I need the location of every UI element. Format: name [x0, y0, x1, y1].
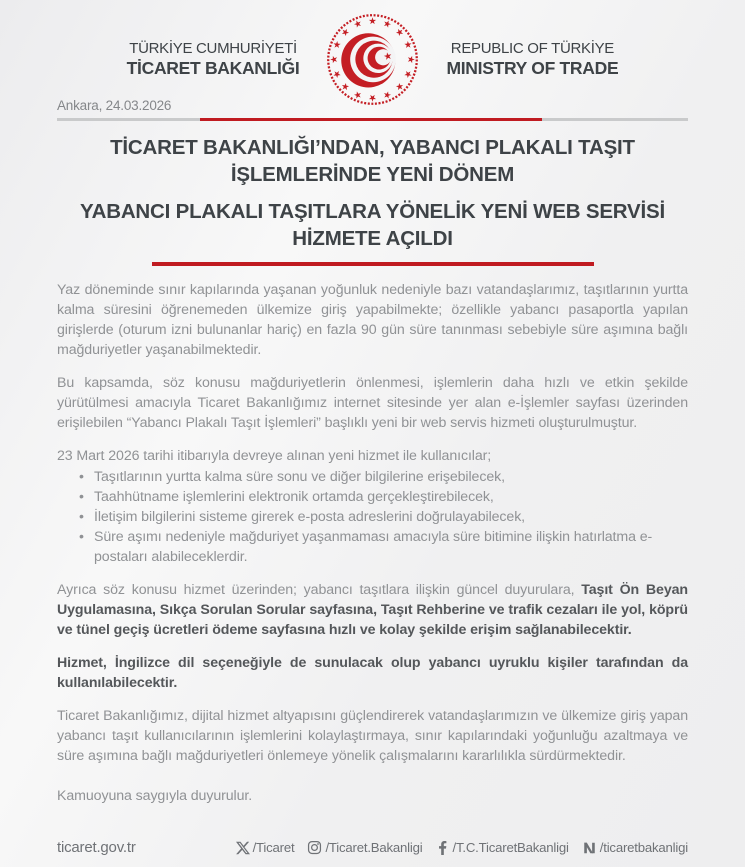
- ministry-of-trade-emblem-icon: [325, 12, 420, 107]
- bullet-item: • İletişim bilgilerini sisteme girerek e-posta adreslerini doğrulayabilecek,: [79, 507, 688, 527]
- instagram-icon: [307, 840, 322, 855]
- x-icon: [236, 841, 250, 855]
- press-release-body: [57, 280, 688, 806]
- social-link-facebook[interactable]: [436, 840, 569, 855]
- bullet-item: • Süre aşımı nedeniyle mağduriyet yaşanmaması amacıyla süre bitimine ilişkin hatırlatma e-postaları alabileceklerdir.: [79, 527, 688, 567]
- header-left-line1: TÜRKİYE CUMHURİYETİ: [129, 40, 297, 57]
- website-link[interactable]: ticaret.gov.tr: [57, 839, 136, 856]
- paragraph-4-bold: Taşıt Ön Beyan Uygulamasına, Sıkça Sorulan Sorular sayfasına, Taşıt Rehberine ve trafik cezaları ile yol, köprü ve tünel geçiş ücretleri ödeme sayfasına hızlı ve kolay şekilde erişim sağlanabilecektir.: [57, 581, 688, 638]
- social-link-x[interactable]: [236, 840, 295, 855]
- header-right-line1: REPUBLIC OF TÜRKİYE: [450, 40, 615, 57]
- social-handle: /T.C.TicaretBakanligi: [452, 840, 569, 855]
- paragraph-3-intro: 23 Mart 2026 tarihi itibarıyla devreye alınan yeni hizmet ile kullanıcılar;: [57, 447, 492, 464]
- closing-line: Kamuoyuna saygıyla duyurulur.: [57, 787, 253, 804]
- headline-subtitle: YABANCI PLAKALI TAŞITLARA YÖNELİK YENİ WEB SERVİSİ HİZMETE AÇILDI: [80, 199, 665, 250]
- bullet-item: • Taşıtlarının yurtta kalma süre sonu ve diğer bilgilerine erişebilecek,: [79, 467, 688, 487]
- social-link-nsosyal[interactable]: [582, 840, 688, 855]
- footer: [57, 839, 688, 856]
- header-divider-red-segment: [200, 118, 542, 121]
- facebook-icon: [436, 841, 450, 855]
- header-left-block: [127, 40, 300, 79]
- header-right-block: [446, 40, 618, 79]
- paragraph-1: Yaz döneminde sınır kapılarında yaşanan yoğunluk nedeniyle bazı vatandaşlarımız, taşıtlarının yurtta kalma süresini öğrenemeden ülkemize giriş yapabilmekte; özellikle yabancı pasaportla yapılan girişlerde (oturum izni bulunanlar hariç) en fazla 90 gün süre tanınması sebebiyle süre aşımına bağlı mağduriyetler yaşanabilmektedir.: [57, 281, 688, 358]
- paragraph-4: [57, 580, 688, 640]
- dateline: Ankara, 24.03.2026: [57, 98, 172, 113]
- social-handle: /ticaretbakanligi: [599, 840, 688, 855]
- header-left-line2: TİCARET BAKANLIĞI: [126, 58, 300, 78]
- header-right-line2: MINISTRY OF TRADE: [446, 58, 619, 78]
- social-link-instagram[interactable]: [307, 840, 422, 855]
- header: [0, 0, 745, 107]
- headline-underline: [152, 262, 594, 266]
- social-links: [236, 840, 688, 855]
- paragraph-6: Ticaret Bakanlığımız, dijital hizmet altyapısını güçlendirerek vatandaşlarımızın ve ülkemize giriş yapan yabancı taşıt kullanıcılarının işlemlerini kolaylaştırmaya, sınır kapılarındaki yoğunluğu azaltmaya ve süre aşımına bağlı mağduriyetleri önlemeye yönelik çalışmalarını kararlılıkla sürdürmektedir.: [57, 707, 688, 764]
- paragraph-2: Bu kapsamda, söz konusu mağduriyetlerin önlenmesi, işlemlerin daha hızlı ve etkin şekilde yürütülmesi amacıyla Ticaret Bakanlığımız internet sitesinde yer alan e-İşlemler sayfası üzerinden erişilebilen “Yabancı Plakalı Taşıt İşlemleri” başlıklı yeni bir web servis hizmeti oluşturulmuştur.: [57, 374, 688, 431]
- social-handle: /Ticaret.Bakanligi: [325, 840, 423, 855]
- header-divider: [57, 118, 688, 121]
- nsosyal-icon: [582, 841, 597, 855]
- social-handle: /Ticaret: [252, 840, 295, 855]
- paragraph-5: Hizmet, İngilizce dil seçeneğiyle de sunulacak olup yabancı uyruklu kişiler tarafından da kullanılabilecektir.: [57, 654, 688, 691]
- feature-bullet-list: [57, 467, 688, 567]
- headline-block: [57, 134, 688, 266]
- headline-title: TİCARET BAKANLIĞI’NDAN, YABANCI PLAKALI TAŞIT İŞLEMLERİNDE YENİ DÖNEM: [110, 136, 635, 187]
- bullet-item: • Taahhütname işlemlerini elektronik ortamda gerçekleştirebilecek,: [79, 487, 688, 507]
- paragraph-4-normal: Ayrıca söz konusu hizmet üzerinden; yabancı taşıtlara ilişkin güncel duyurulara,: [57, 581, 582, 598]
